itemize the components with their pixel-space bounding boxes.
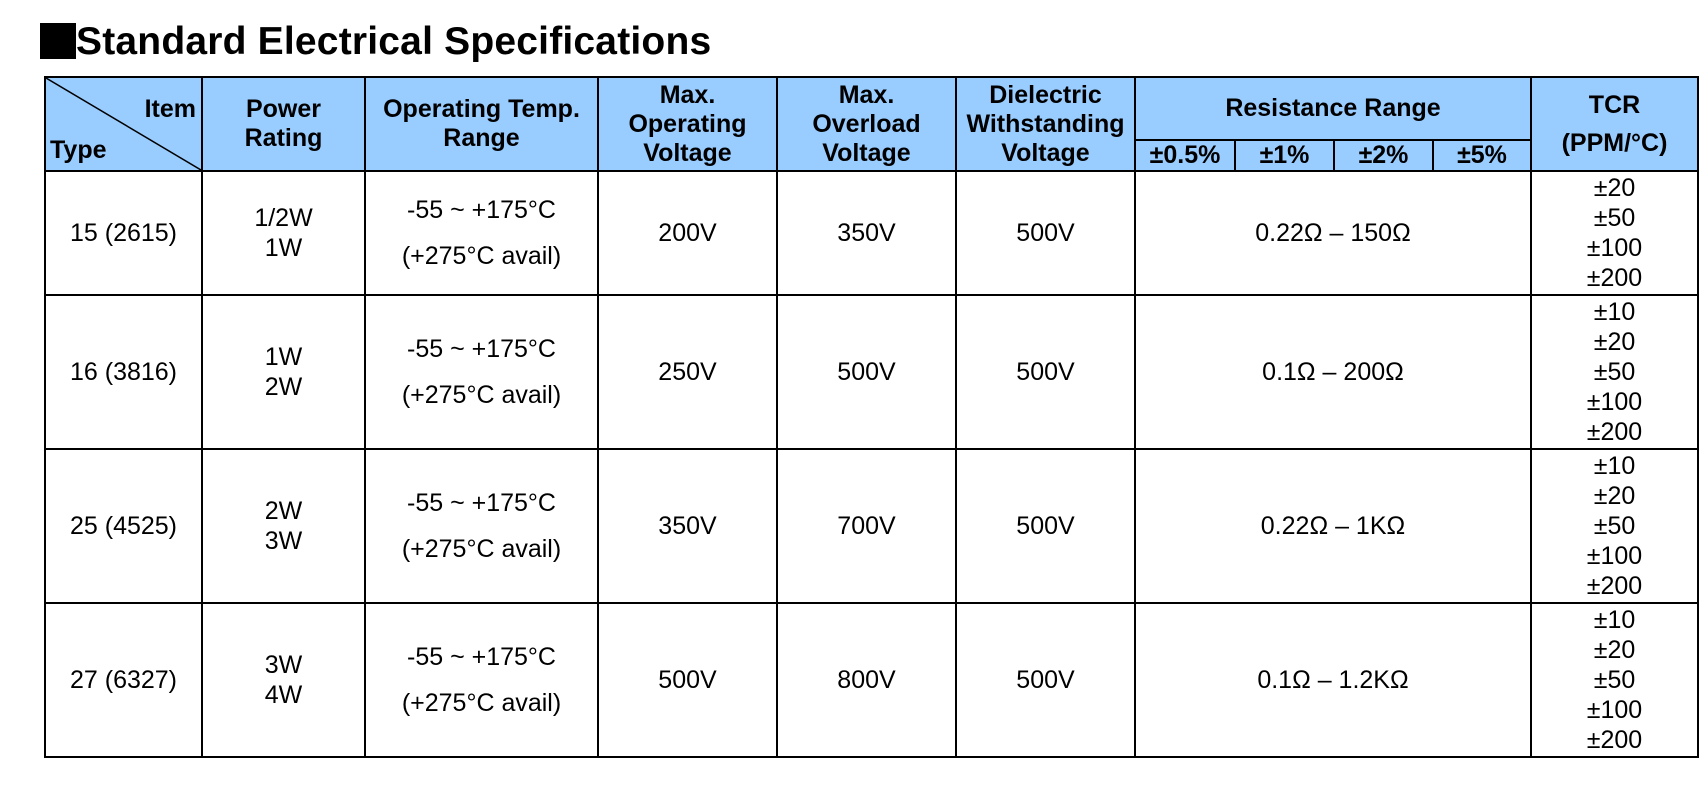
header-max-overload-voltage: Max. Overload Voltage xyxy=(777,77,956,171)
power-cell: 3W 4W xyxy=(202,603,365,757)
tolerance-header: ±5% xyxy=(1433,140,1531,171)
power-cell: 1W 2W xyxy=(202,295,365,449)
dielectric-voltage-cell: 500V xyxy=(956,295,1135,449)
header-power-rating: Power Rating xyxy=(202,77,365,171)
max-operating-voltage-cell: 500V xyxy=(598,603,777,757)
tcr-cell: ±10 ±20 ±50 ±100 ±200 xyxy=(1531,295,1698,449)
temp-cell: -55 ~ +175°C (+275°C avail) xyxy=(365,295,598,449)
header-operating-temp: Operating Temp. Range xyxy=(365,77,598,171)
temp-cell: -55 ~ +175°C (+275°C avail) xyxy=(365,449,598,603)
dielectric-voltage-cell: 500V xyxy=(956,171,1135,295)
type-label: Type xyxy=(50,136,107,164)
table-row xyxy=(45,449,1698,603)
resistance-range-cell: 0.1Ω – 1.2KΩ xyxy=(1135,603,1531,757)
max-overload-voltage-cell: 800V xyxy=(777,603,956,757)
max-operating-voltage-cell: 350V xyxy=(598,449,777,603)
tolerance-header: ±1% xyxy=(1235,140,1334,171)
max-overload-voltage-cell: 350V xyxy=(777,171,956,295)
header-max-operating-voltage: Max. Operating Voltage xyxy=(598,77,777,171)
header-resistance-range: Resistance Range xyxy=(1135,77,1531,140)
type-cell: 27 (6327) xyxy=(45,603,202,757)
power-cell: 2W 3W xyxy=(202,449,365,603)
header-tcr: TCR (PPM/°C) xyxy=(1531,77,1698,171)
max-overload-voltage-cell: 500V xyxy=(777,295,956,449)
type-cell: 15 (2615) xyxy=(45,171,202,295)
temp-cell: -55 ~ +175°C (+275°C avail) xyxy=(365,603,598,757)
table-row xyxy=(45,295,1698,449)
type-cell: 25 (4525) xyxy=(45,449,202,603)
item-type-header xyxy=(45,77,202,171)
black-square-icon xyxy=(40,23,76,59)
tcr-cell: ±10 ±20 ±50 ±100 ±200 xyxy=(1531,449,1698,603)
table-row xyxy=(45,171,1698,295)
spec-table xyxy=(44,76,1699,758)
temp-cell: -55 ~ +175°C (+275°C avail) xyxy=(365,171,598,295)
tolerance-header: ±2% xyxy=(1334,140,1433,171)
type-cell: 16 (3816) xyxy=(45,295,202,449)
max-overload-voltage-cell: 700V xyxy=(777,449,956,603)
table-row xyxy=(45,603,1698,757)
tcr-cell: ±20 ±50 ±100 ±200 xyxy=(1531,171,1698,295)
dielectric-voltage-cell: 500V xyxy=(956,603,1135,757)
resistance-range-cell: 0.1Ω – 200Ω xyxy=(1135,295,1531,449)
power-cell: 1/2W 1W xyxy=(202,171,365,295)
header-dielectric-voltage: Dielectric Withstanding Voltage xyxy=(956,77,1135,171)
tolerance-header: ±0.5% xyxy=(1135,140,1235,171)
resistance-range-cell: 0.22Ω – 1KΩ xyxy=(1135,449,1531,603)
resistance-range-cell: 0.22Ω – 150Ω xyxy=(1135,171,1531,295)
page-title xyxy=(40,16,711,66)
dielectric-voltage-cell: 500V xyxy=(956,449,1135,603)
max-operating-voltage-cell: 250V xyxy=(598,295,777,449)
max-operating-voltage-cell: 200V xyxy=(598,171,777,295)
tcr-cell: ±10 ±20 ±50 ±100 ±200 xyxy=(1531,603,1698,757)
title-text: Standard Electrical Specifications xyxy=(76,19,712,63)
item-label: Item xyxy=(144,95,196,123)
